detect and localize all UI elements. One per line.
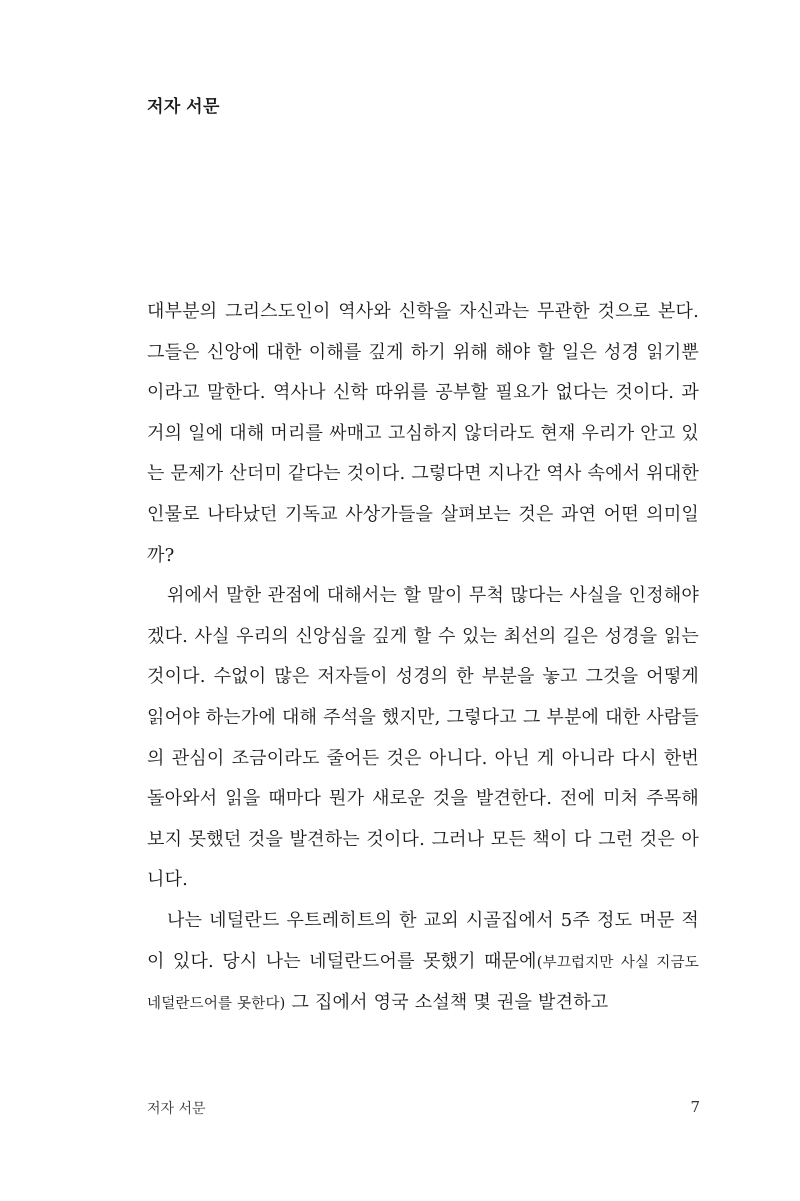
chapter-title: 저자 서문 — [147, 97, 220, 116]
page-number: 7 — [690, 1098, 700, 1116]
paragraph-2: 위에서 말한 관점에 대해서는 할 말이 무척 많다는 사실을 인정해야겠다. 사실 우리의 신앙심을 깊게 할 수 있는 최선의 길은 성경을 읽는 것이다. 수없이 많은 저자들이 성경의 한 부분을 놓고 그것을 어떻게 읽어야 하는가에 대해 주석을 했지만, 그렇다고 그 부분에 대한 사람들의 관심이 조금이라도 줄어든 것은 아니다. 아닌 게 아니라 다시 한번 돌아와서 읽을 때마다 뭔가 새로운 것을 발견한다. 전에 미처 주목해 보지 못했던 것을 발견하는 것이다. 그러나 모든 책이 다 그런 것은 아니다. — [147, 585, 699, 891]
running-footer-title: 저자 서문 — [147, 1101, 206, 1117]
paragraph-3-continuation: 그 집에서 영국 소설책 몇 권을 발견하고 — [285, 992, 609, 1014]
paragraph-3 — [147, 901, 699, 1025]
body-text — [147, 292, 699, 1025]
paragraph-3-text: 나는 네덜란드 우트레히트의 한 교외 시골집에서 5주 정도 머문 적이 있다. 당시 나는 네덜란드어를 못했기 때문에 — [147, 909, 699, 972]
paragraph-3-aside: (부끄럽지만 사실 지금도 네덜란드어를 못한다) — [147, 954, 700, 1013]
paragraph-1: 대부분의 그리스도인이 역사와 신학을 자신과는 무관한 것으로 본다. 그들은 신앙에 대한 이해를 깊게 하기 위해 해야 할 일은 성경 읽기뿐이라고 말한다. 역사나 신학 따위를 공부할 필요가 없다는 것이다. 과거의 일에 대해 머리를 싸매고 고심하지 않더라도 현재 우리가 안고 있는 문제가 산더미 같다는 것이다. 그렇다면 지나간 역사 속에서 위대한 인물로 나타났던 기독교 사상가들을 살펴보는 것은 과연 어떤 의미일까? — [147, 301, 699, 566]
